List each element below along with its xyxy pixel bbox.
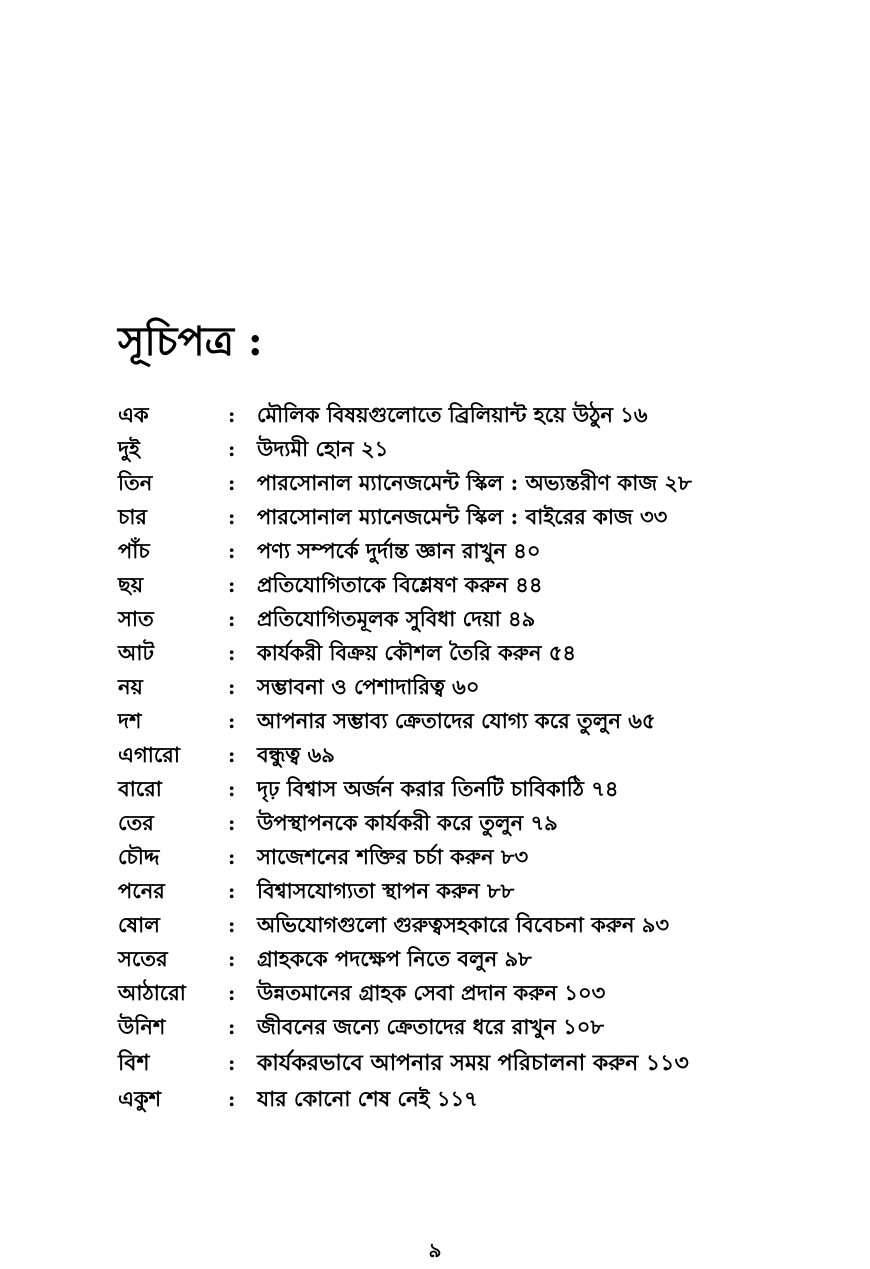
separator-colon: : (228, 947, 236, 971)
toc-entry (0, 874, 870, 908)
chapter-title: বিশ্বাসযোগ্যতা স্থাপন করুন ৮৮ (257, 878, 515, 903)
chapter-number: বিশ (118, 1050, 150, 1076)
chapter-number: আট (118, 640, 154, 665)
chapter-number: এক (118, 402, 149, 427)
separator-colon: : (228, 1087, 236, 1111)
chapter-number: তিন (118, 470, 153, 495)
separator-colon: : (228, 913, 236, 937)
chapter-title: উদ্যমী হোন ২১ (257, 436, 389, 461)
toc-entry (0, 976, 870, 1010)
toc-entry (0, 772, 870, 806)
chapter-title: উন্নতমানের গ্রাহক সেবা প্রদান করুন ১০৩ (257, 980, 606, 1005)
chapter-number: বারো (118, 776, 162, 801)
toc-entry (0, 806, 870, 840)
separator-colon: : (228, 777, 236, 801)
separator-colon: : (228, 607, 236, 631)
chapter-number: নয় (118, 674, 143, 699)
chapter-number: এগারো (118, 742, 180, 767)
chapter-number: চৌদ্দ (118, 844, 160, 869)
toc-entry (0, 704, 870, 738)
separator-colon: : (228, 641, 236, 665)
toc-entry (0, 908, 870, 942)
separator-colon: : (228, 403, 236, 427)
chapter-number: ষোল (118, 912, 160, 937)
separator-colon: : (228, 1051, 236, 1075)
chapter-number: সতের (118, 946, 168, 971)
chapter-title: কার্যকরী বিক্রয় কৌশল তৈরি করুন ৫৪ (257, 640, 577, 665)
chapter-title: আপনার সম্ভাব্য ক্রেতাদের যোগ্য করে তুলুন ৬৫ (257, 708, 656, 733)
separator-colon: : (228, 811, 236, 835)
toc-entry (0, 534, 870, 568)
chapter-number: দশ (118, 708, 142, 733)
separator-colon: : (228, 743, 236, 767)
chapter-number: ছয় (118, 572, 144, 597)
chapter-number: উনিশ (118, 1014, 166, 1039)
chapter-title: সাজেশনের শক্তির চর্চা করুন ৮৩ (257, 844, 529, 869)
toc-entry (0, 602, 870, 636)
separator-colon: : (228, 675, 236, 699)
chapter-title: দৃঢ় বিশ্বাস অর্জন করার তিনটি চাবিকাঠি ৭৪ (257, 776, 619, 801)
chapter-title: প্রতিযোগিতাকে বিশ্লেষণ করুন ৪৪ (257, 572, 543, 597)
separator-colon: : (228, 573, 236, 597)
toc-entry (0, 636, 870, 670)
chapter-number: সাত (118, 606, 154, 631)
separator-colon: : (228, 505, 236, 529)
separator-colon: : (228, 845, 236, 869)
separator-colon: : (228, 437, 236, 461)
toc-entry (0, 738, 870, 772)
toc-entry (0, 942, 870, 976)
toc-entry (0, 432, 870, 466)
chapter-title: প্রতিযোগিতমূলক সুবিধা দেয়া ৪৯ (257, 606, 536, 631)
chapter-number: দুই (118, 436, 140, 461)
toc-entry (0, 568, 870, 602)
chapter-title: বন্ধুত্ব ৬৯ (257, 742, 335, 767)
chapter-title: যার কোনো শেষ নেই ১১৭ (257, 1086, 478, 1111)
toc-entry (0, 1046, 870, 1080)
chapter-number: চার (118, 504, 147, 529)
separator-colon: : (228, 471, 236, 495)
chapter-number: পাঁচ (118, 538, 150, 563)
separator-colon: : (228, 709, 236, 733)
toc-entry (0, 466, 870, 500)
chapter-title: সম্ভাবনা ও পেশাদারিত্ব ৬০ (257, 674, 480, 699)
chapter-title: পারসোনাল ম্যানেজমেন্ট স্কিল : অভ্যন্তরীণ কাজ ২৮ (257, 470, 692, 495)
toc-entry (0, 1082, 870, 1116)
toc-entry (0, 670, 870, 704)
chapter-title: উপস্থাপনকে কার্যকরী করে তুলুন ৭৯ (257, 810, 558, 835)
toc-entry (0, 840, 870, 874)
toc-entry (0, 500, 870, 534)
chapter-title: পণ্য সম্পর্কে দুর্দান্ত জ্ঞান রাখুন ৪০ (257, 538, 541, 563)
chapter-title: কার্যকরভাবে আপনার সময় পরিচালনা করুন ১১৩ (257, 1050, 689, 1076)
toc-entry (0, 398, 870, 432)
separator-colon: : (228, 981, 236, 1005)
page-number: ৯ (428, 1238, 442, 1262)
separator-colon: : (228, 1015, 236, 1039)
chapter-number: পনের (118, 878, 165, 903)
separator-colon: : (228, 879, 236, 903)
toc-entry (0, 1010, 870, 1044)
chapter-number: তের (118, 810, 154, 835)
chapter-title: পারসোনাল ম্যানেজমেন্ট স্কিল : বাইরের কাজ ৩৩ (257, 504, 668, 529)
chapter-title: জীবনের জন্যে ক্রেতাদের ধরে রাখুন ১০৮ (257, 1014, 604, 1039)
separator-colon: : (228, 539, 236, 563)
chapter-title: গ্রাহককে পদক্ষেপ নিতে বলুন ৯৮ (257, 946, 532, 971)
chapter-title: মৌলিক বিষয়গুলোতে ব্রিলিয়ান্ট হয়ে উঠুন ১৬ (257, 402, 648, 427)
chapter-number: আঠারো (118, 980, 186, 1005)
toc-heading: সূচিপত্র : (118, 318, 263, 365)
chapter-number: একুশ (118, 1086, 162, 1111)
chapter-title: অভিযোগগুলো গুরুত্বসহকারে বিবেচনা করুন ৯৩ (257, 912, 670, 937)
